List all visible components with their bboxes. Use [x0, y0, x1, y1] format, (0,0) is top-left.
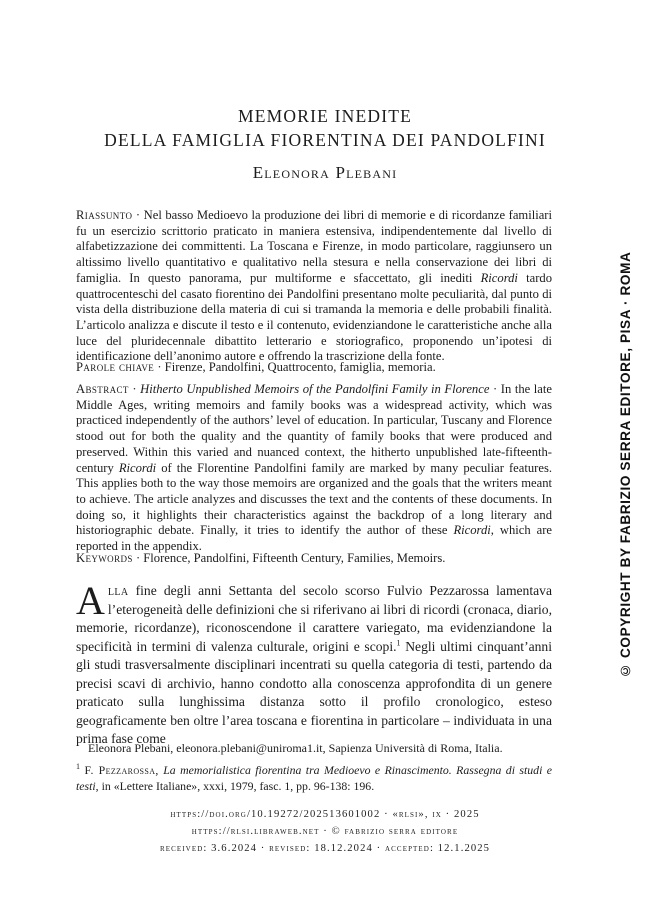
author-note: Eleonora Plebani, eleonora.plebani@uniroma1.it, Sapienza Università di Roma, Italia. — [88, 741, 503, 755]
footnote-1 — [76, 762, 552, 794]
footnote-ref[interactable]: 1 — [396, 637, 401, 647]
parole-chiave-paragraph — [76, 360, 552, 376]
footnote-number: 1 — [76, 762, 80, 772]
article-author: Eleonora Plebani — [252, 163, 398, 182]
abstract-ricordi: Ricordi — [118, 460, 157, 475]
dates-line: received: 3.6.2024 · revised: 18.12.2024 · accepted: 12.1.2025 — [159, 843, 491, 854]
riassunto-text: · Nel basso Medioevo la produzione dei libri di memorie e di ricordanze familiari fu un esercizio scrittorio praticato in maniera estensiva, indipendentemente dal livello di alfabetizzazione dei committenti. La Toscana e Firenze, in modo particolare, raggiunsero un altissimo livello quantitativo e qualitativo nella stesura e nella conservazione dei libri di famiglia. In questo panorama, pur multiforme e sfaccettato, gli inediti — [76, 208, 552, 285]
parole-label: Parole chiave — [76, 360, 155, 374]
abstract-paragraph — [76, 382, 552, 555]
keywords-text: · Florence, Pandolfini, Fifteenth Century, Families, Memoirs. — [135, 551, 446, 565]
abstract-text-2: of the Florentine Pandolfini family are marked by many peculiar features. This applies both to the way those memoirs are organized and the goals that the writers meant to achieve. The article analyzes and discusses the text and the contents of these documents. In doing so, it highlights their characteristics against the backdrop of a long literary and historiographic debate. Finally, it tries to identify the author of these — [76, 460, 552, 538]
abstract-sep: · — [132, 382, 137, 396]
body-text-2: Negli ultimi cinquant’anni gli studi trasversalmente disciplinari incentrati su quella categoria di testi, partendo da precisi scavi di archivio, hanno condotto alla conoscenza approfondita di un genere praticato sulla lunghissima distanza sotto il profilo cronologico, esteso geograficamente ben oltre l’area toscana e fiorentina in particolare – individuata in una prima fase come — [76, 638, 552, 746]
abstract-text: · In the late Middle Ages, writing memoirs and family books was a widespread activity, which was practiced independently of the authors’ level of education. In particular, Tuscany and Florence stood out for both the quality and the quantity of family books that were produced and preserved. Within this varied and nuanced context, the hitherto unpublished late-fifteenth-century — [76, 382, 552, 475]
abstract-title: Hitherto Unpublished Memoirs of the Pandolfini Family in Florence — [140, 382, 490, 396]
footnote-rest: , in «Lettere Italiane», xxxi, 1979, fasc. 1, pp. 96-138: 196. — [95, 779, 375, 793]
riassunto-paragraph — [76, 208, 552, 365]
footnote-author: F. Pezzarossa, — [84, 763, 159, 777]
body-paragraph — [76, 578, 552, 749]
keywords-label: Keywords — [76, 551, 133, 565]
article-title-line1: MEMORIE INEDITE — [237, 106, 412, 126]
riassunto-label: Riassunto — [76, 208, 133, 222]
riassunto-text-2: tardo quattrocenteschi del casato fiorentino dei Pandolfini presentano molte peculiarità, dal punto di vista della distribuzione della materia di cui si tramanda la memoria e delle probabili finalità. L’articolo analizza e discute il testo e il contenuto, evidenziandone le caratteristiche anche alla luce del pluridecennale dibattito letterario e storiografico, proponendo un’ipotesi di identificazione dell’anonimo autore e offrendo la trascrizione della fonte. — [76, 270, 552, 364]
doi-line: https://doi.org/10.19272/202513601002 · «rlsi», ix · 2025 — [170, 809, 480, 820]
abstract-ricordi-2: Ricordi — [453, 523, 491, 538]
parole-text: · Firenze, Pandolfini, Quattrocento, famiglia, memoria. — [157, 360, 436, 374]
article-title-line2: DELLA FAMIGLIA FIORENTINA DEI PANDOLFINI — [104, 130, 546, 150]
abstract-label: Abstract — [76, 382, 129, 396]
abstract-text-3: , which are reported in the appendix. — [76, 523, 552, 554]
drop-cap: A — [76, 578, 105, 623]
footnote-title: La memorialistica fiorentina tra Medioevo e Rinascimento. Rassegna di studi e testi — [76, 763, 553, 793]
keywords-paragraph — [76, 551, 552, 567]
body-smallcaps: lla — [107, 583, 129, 598]
copyright-sidebar: © COPYRIGHT BY FABRIZIO SERRA EDITORE, PISA · ROMA — [618, 251, 633, 679]
website-line: https://rlsi.libraweb.net · © fabrizio serra editore — [191, 826, 459, 837]
riassunto-ricordi: Ricordi — [480, 270, 518, 285]
body-text: fine degli anni Settanta del secolo scorso Fulvio Pezzarossa lamentava l’eterogeneità delle definizioni che si riferivano ai libri di ricordi (cronaca, diario, memorie, ricordanze), riconoscendone il carattere variegato, ma evidenziandone la specificità in termini di valenza culturale, origini e scopi. — [76, 583, 552, 654]
